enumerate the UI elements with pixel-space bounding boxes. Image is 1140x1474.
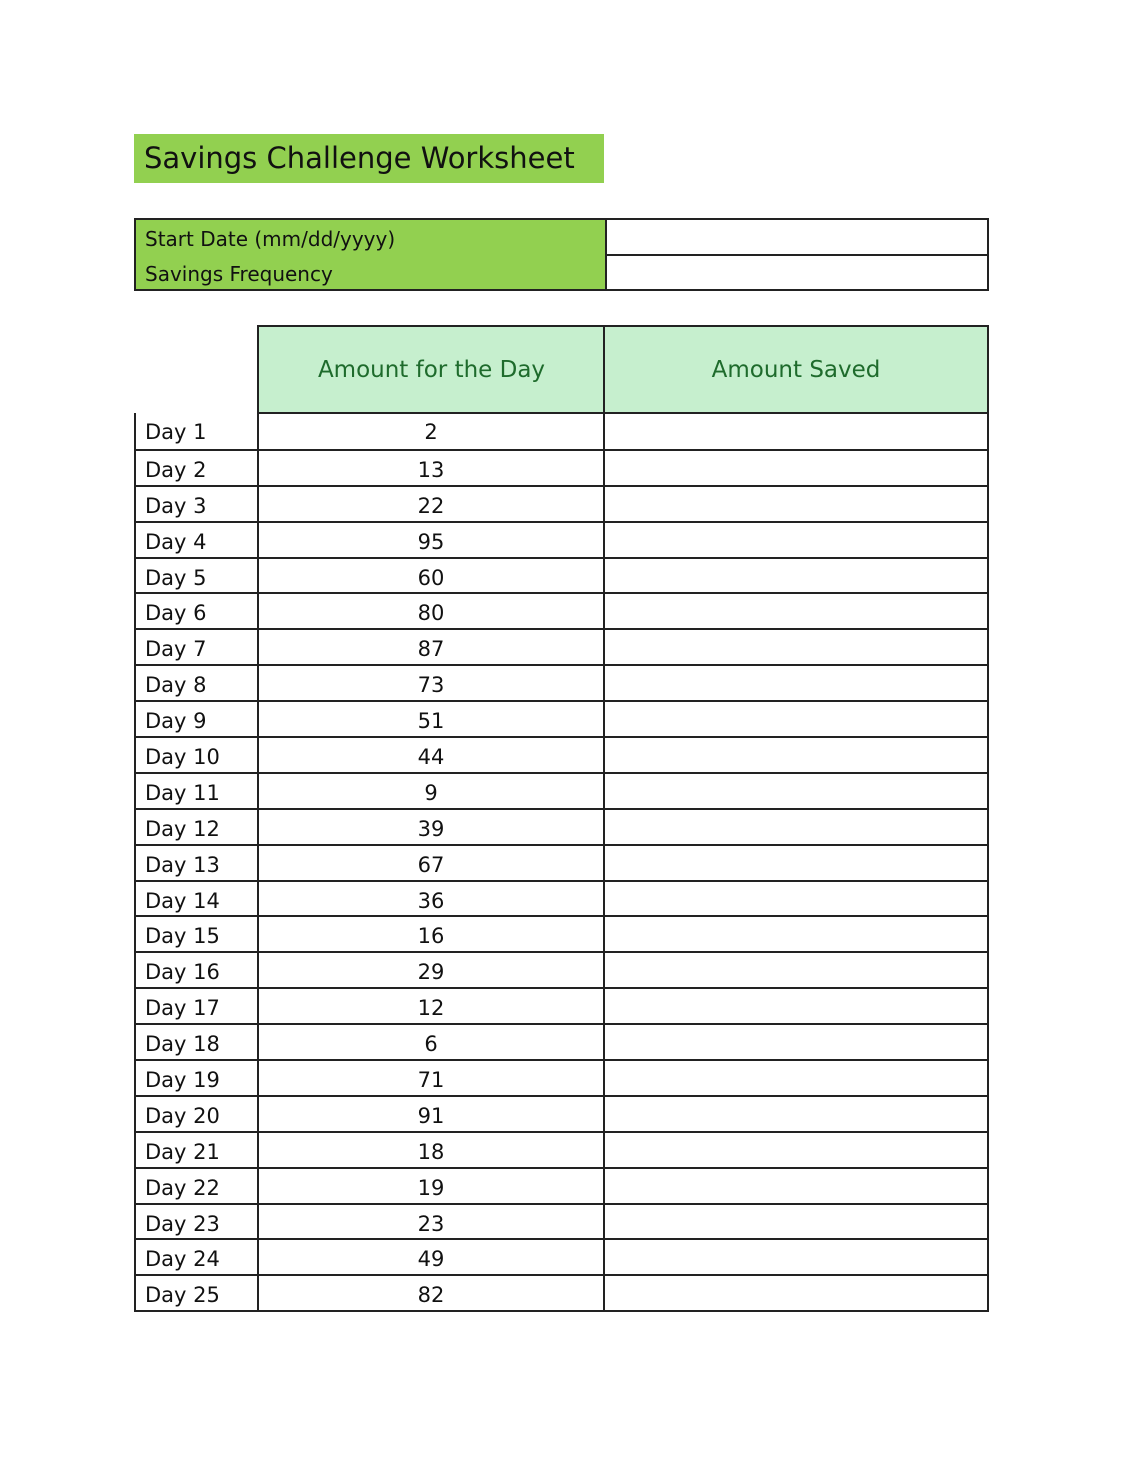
day-cell: Day 13	[136, 846, 259, 880]
amount-cell: 71	[259, 1061, 605, 1095]
info-table	[134, 218, 989, 291]
header-amount-for-day: Amount for the Day	[257, 325, 606, 414]
amount-saved-cell[interactable]	[605, 1097, 987, 1131]
table-row	[136, 1274, 987, 1310]
day-cell: Day 11	[136, 774, 259, 808]
day-cell: Day 4	[136, 523, 259, 557]
header-amount-saved: Amount Saved	[603, 325, 989, 414]
amount-saved-cell[interactable]	[605, 1133, 987, 1167]
table-row	[136, 1131, 987, 1167]
day-cell: Day 3	[136, 487, 259, 521]
savings-frequency-field[interactable]	[607, 256, 987, 290]
start-date-label: Start Date (mm/dd/yyyy)	[145, 227, 396, 251]
amount-saved-cell[interactable]	[605, 413, 987, 449]
table-row	[136, 664, 987, 700]
day-cell: Day 12	[136, 810, 259, 844]
amount-cell: 2	[259, 413, 605, 449]
table-row	[136, 1238, 987, 1274]
amount-cell: 12	[259, 989, 605, 1023]
table-row	[136, 915, 987, 951]
amount-cell: 16	[259, 917, 605, 951]
amount-cell: 51	[259, 702, 605, 736]
amount-cell: 6	[259, 1025, 605, 1059]
amount-saved-cell[interactable]	[605, 1061, 987, 1095]
table-row	[136, 1203, 987, 1239]
day-cell: Day 19	[136, 1061, 259, 1095]
day-cell: Day 25	[136, 1276, 259, 1310]
day-cell: Day 18	[136, 1025, 259, 1059]
table-row	[136, 413, 987, 449]
table-row	[136, 1095, 987, 1131]
amount-saved-cell[interactable]	[605, 774, 987, 808]
amount-saved-cell[interactable]	[605, 882, 987, 916]
amount-saved-cell[interactable]	[605, 1276, 987, 1310]
amount-cell: 82	[259, 1276, 605, 1310]
amount-saved-cell[interactable]	[605, 989, 987, 1023]
table-row	[136, 557, 987, 593]
amount-cell: 73	[259, 666, 605, 700]
table-row	[136, 592, 987, 628]
amount-saved-cell[interactable]	[605, 1205, 987, 1239]
table-row	[136, 1167, 987, 1203]
table-row	[136, 951, 987, 987]
day-cell: Day 5	[136, 559, 259, 593]
day-cell: Day 22	[136, 1169, 259, 1203]
amount-saved-cell[interactable]	[605, 594, 987, 628]
amount-saved-cell[interactable]	[605, 846, 987, 880]
table-row	[136, 485, 987, 521]
day-cell: Day 21	[136, 1133, 259, 1167]
amount-cell: 95	[259, 523, 605, 557]
table-row	[136, 1023, 987, 1059]
amount-saved-cell[interactable]	[605, 1169, 987, 1203]
day-cell: Day 9	[136, 702, 259, 736]
amount-saved-cell[interactable]	[605, 451, 987, 485]
amount-saved-cell[interactable]	[605, 559, 987, 593]
amount-saved-cell[interactable]	[605, 1025, 987, 1059]
amount-saved-cell[interactable]	[605, 702, 987, 736]
day-cell: Day 14	[136, 882, 259, 916]
day-cell: Day 1	[136, 413, 259, 449]
amount-cell: 19	[259, 1169, 605, 1203]
day-cell: Day 10	[136, 738, 259, 772]
table-row	[136, 772, 987, 808]
amount-saved-cell[interactable]	[605, 666, 987, 700]
table-row	[136, 736, 987, 772]
info-labels	[136, 220, 607, 289]
amount-cell: 49	[259, 1240, 605, 1274]
amount-cell: 67	[259, 846, 605, 880]
amount-cell: 22	[259, 487, 605, 521]
amount-cell: 39	[259, 810, 605, 844]
amount-saved-cell[interactable]	[605, 810, 987, 844]
page-title: Savings Challenge Worksheet	[134, 134, 604, 183]
table-row	[136, 844, 987, 880]
amount-cell: 44	[259, 738, 605, 772]
amount-cell: 18	[259, 1133, 605, 1167]
table-row	[136, 808, 987, 844]
day-cell: Day 15	[136, 917, 259, 951]
table-row	[136, 1059, 987, 1095]
amount-cell: 23	[259, 1205, 605, 1239]
day-cell: Day 6	[136, 594, 259, 628]
day-cell: Day 2	[136, 451, 259, 485]
amount-saved-cell[interactable]	[605, 487, 987, 521]
day-cell: Day 17	[136, 989, 259, 1023]
amount-saved-cell[interactable]	[605, 738, 987, 772]
table-row	[136, 700, 987, 736]
amount-saved-cell[interactable]	[605, 1240, 987, 1274]
start-date-field[interactable]	[607, 220, 987, 256]
amount-saved-cell[interactable]	[605, 953, 987, 987]
amount-cell: 60	[259, 559, 605, 593]
table-row	[136, 521, 987, 557]
amount-cell: 9	[259, 774, 605, 808]
amount-saved-cell[interactable]	[605, 917, 987, 951]
amount-cell: 91	[259, 1097, 605, 1131]
table-row	[136, 628, 987, 664]
day-cell: Day 16	[136, 953, 259, 987]
day-cell: Day 20	[136, 1097, 259, 1131]
savings-table	[134, 413, 989, 1312]
day-cell: Day 24	[136, 1240, 259, 1274]
amount-saved-cell[interactable]	[605, 523, 987, 557]
amount-cell: 36	[259, 882, 605, 916]
savings-frequency-label: Savings Frequency	[145, 262, 333, 286]
table-row	[136, 987, 987, 1023]
amount-cell: 87	[259, 630, 605, 664]
table-row	[136, 449, 987, 485]
table-row	[136, 880, 987, 916]
day-cell: Day 7	[136, 630, 259, 664]
day-cell: Day 23	[136, 1205, 259, 1239]
amount-saved-cell[interactable]	[605, 630, 987, 664]
amount-cell: 13	[259, 451, 605, 485]
amount-cell: 29	[259, 953, 605, 987]
day-cell: Day 8	[136, 666, 259, 700]
amount-cell: 80	[259, 594, 605, 628]
